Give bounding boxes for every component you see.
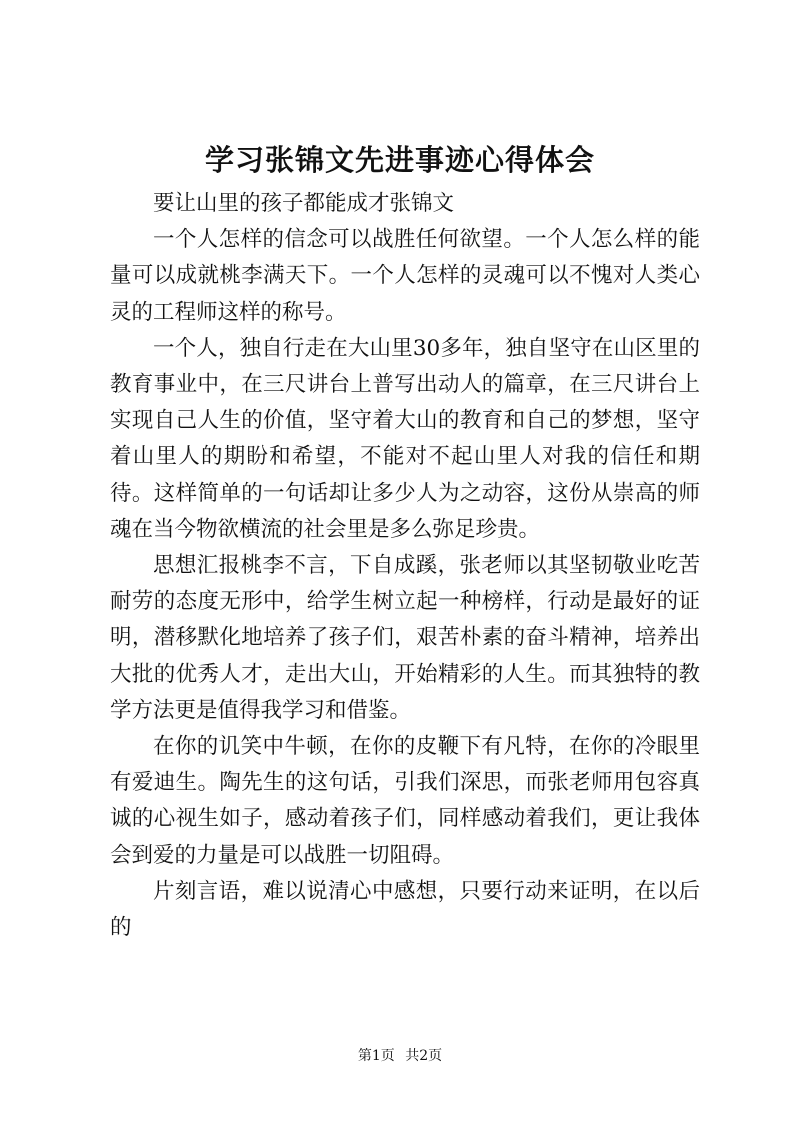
document-title: 学习张锦文先进事迹心得体会 [204,143,595,177]
page-total: 共2页 [405,1048,443,1064]
paragraph: 在你的讥笑中牛顿，在你的皮鞭下有凡特，在你的冷眼里有爱迪生。陶先生的这句话，引我们深思，而张老师用包容真诚的心视生如子，感动着孩子们，同样感动着我们，更让我体会到爱的力量是可以战胜一切阻碍。 [110,734,700,868]
paragraph-subtitle: 要让山里的孩子都能成才张锦文 [153,191,455,216]
paragraph: 片刻言语，难以说清心中感想，只要行动来证明，在以后的 [110,878,700,941]
paragraph: 一个人，独自行走在大山里30多年，独自坚守在山区里的教育事业中，在三尺讲台上普写出动人的篇章，在三尺讲台上实现自己人生的价值，坚守着大山的教育和自己的梦想，坚守着山里人的期盼和希望，不能对不起山里人对我的信任和期待。这样简单的一句话却让多少人为之动容，这份从崇高的师魂在当今物欲横流的社会里是多么弥足珍贵。 [110,335,700,542]
page-footer [0,1046,800,1066]
paragraph: 思想汇报桃李不言，下自成蹊，张老师以其坚韧敬业吃苦耐劳的态度无形中，给学生树立起一种榜样，行动是最好的证明，潜移默化地培养了孩子们，艰苦朴素的奋斗精神，培养出大批的优秀人才，走出大山，开始精彩的人生。而其独特的教学方法更是值得我学习和借鉴。 [110,553,700,723]
document-body [110,186,700,946]
paragraph: 一个人怎样的信念可以战胜任何欲望。一个人怎么样的能量可以成就桃李满天下。一个人怎样的灵魂可以不愧对人类心灵的工程师这样的称号。 [110,227,700,325]
page-number: 第1页 [357,1048,395,1064]
